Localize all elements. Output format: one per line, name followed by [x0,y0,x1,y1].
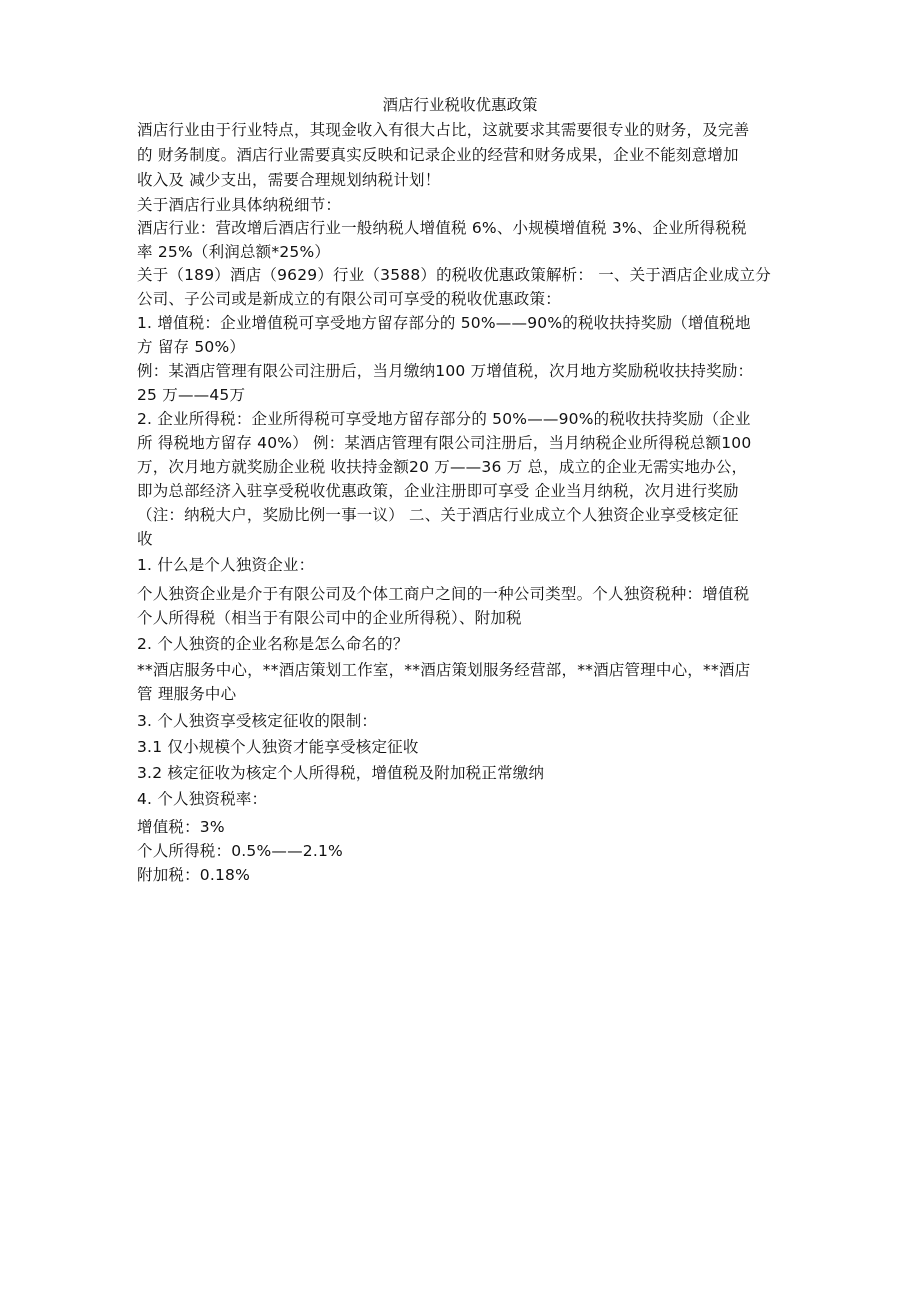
text-line: 4. 个人独资税率： [137,790,268,808]
text-line: 3.1 仅小规模个人独资才能享受核定征收 [137,738,419,756]
text-line: **酒店服务中心，**酒店策划工作室，**酒店策划服务经营部，**酒店管理中心，**酒店 [137,661,751,679]
text-line: 附加税：0.18% [137,866,251,884]
text-line: 1. 增值税：企业增值税可享受地方留存部分的 50%——90%的税收扶持奖励（增值税地 [137,314,751,332]
text-line: 个人独资企业是介于有限公司及个体工商户之间的一种公司类型。个人独资税种：增值税 [137,585,750,603]
text-line: 方 留存 50%） [137,338,246,356]
text-line: 管 理服务中心 [137,685,237,703]
text-line: 的 财务制度。酒店行业需要真实反映和记录企业的经营和财务成果，企业不能刻意增加 [137,146,739,164]
text-line: 即为总部经济入驻享受税收优惠政策，企业注册即可享受 企业当月纳税，次月进行奖励 [137,482,739,500]
text-line: 个人所得税：0.5%——2.1% [137,842,343,860]
text-line: 增值税：3% [137,818,225,836]
text-line: 酒店行业：营改增后酒店行业一般纳税人增值税 6%、小规模增值税 3%、企业所得税税 [137,219,747,237]
text-line: 3. 个人独资享受核定征收的限制： [137,712,378,730]
document-title: 酒店行业税收优惠政策 [382,96,538,114]
text-line: 率 25%（利润总额*25%） [137,243,331,261]
text-line: 1. 什么是个人独资企业： [137,556,315,574]
text-line: 2. 个人独资的企业名称是怎么命名的？ [137,635,409,653]
text-line: 酒店行业由于行业特点，其现金收入有很大占比，这就要求其需要很专业的财务，及完善 [137,121,750,139]
text-line: 万，次月地方就奖励企业税 收扶持金额20 万——36 万 总，成立的企业无需实地办公， [137,458,748,476]
text-line: 个人所得税（相当于有限公司中的企业所得税）、附加税 [137,609,522,627]
text-line: 公司、子公司或是新成立的有限公司可享受的税收优惠政策： [137,290,561,308]
text-line: 收 [137,530,153,548]
text-line: 25 万——45万 [137,386,246,404]
text-line: 关于酒店行业具体纳税细节： [137,196,342,214]
text-line: 2. 企业所得税：企业所得税可享受地方留存部分的 50%——90%的税收扶持奖励（企业 [137,410,751,428]
text-line: 所 得税地方留存 40%） 例：某酒店管理有限公司注册后，当月纳税企业所得税总额100 [137,434,752,452]
text-line: 收入及 减少支出，需要合理规划纳税计划！ [137,171,441,189]
text-line: 关于（189）酒店（9629）行业（3588）的税收优惠政策解析： 一、关于酒店企业成立分 [137,266,771,284]
text-line: 例：某酒店管理有限公司注册后，当月缴纳100 万增值税，次月地方奖励税收扶持奖励： [137,362,754,380]
text-line: （注：纳税大户，奖励比例一事一议） 二、关于酒店行业成立个人独资企业享受核定征 [137,506,739,524]
text-line: 3.2 核定征收为核定个人所得税，增值税及附加税正常缴纳 [137,764,545,782]
